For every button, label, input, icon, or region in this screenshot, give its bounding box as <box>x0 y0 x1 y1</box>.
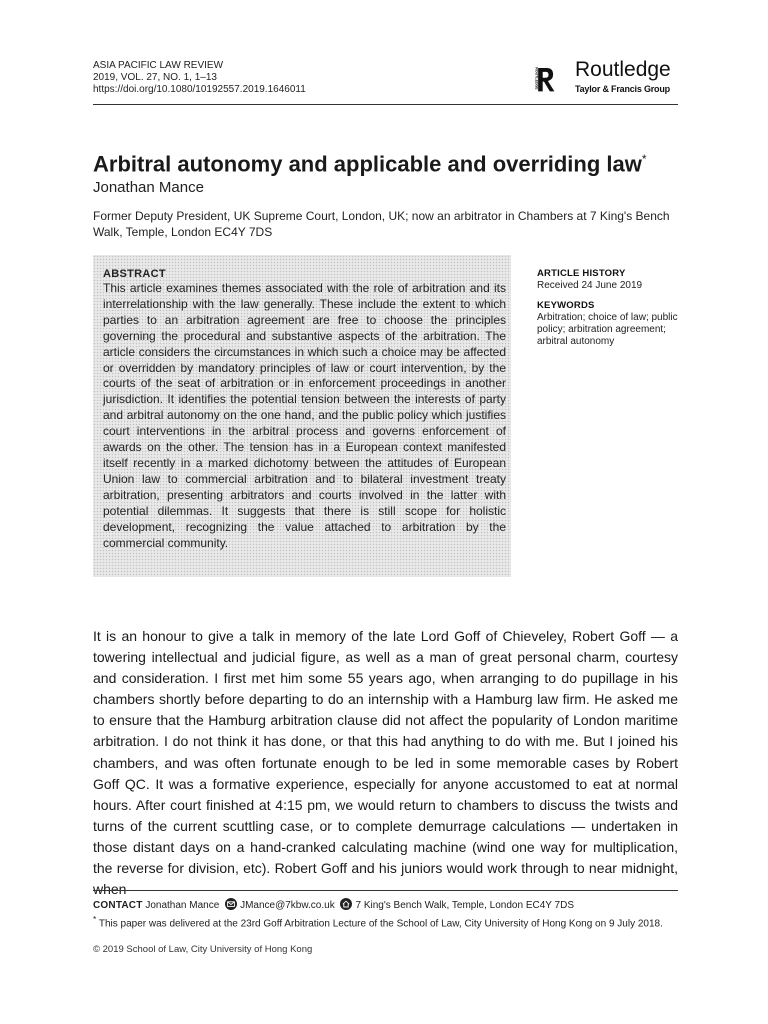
contact-address: 7 King's Bench Walk, Temple, London EC4Y 7DS <box>355 900 574 911</box>
contact-email[interactable]: JMance@7kbw.co.uk <box>240 900 335 911</box>
publisher-logo <box>531 58 681 100</box>
title-footnote-mark: * <box>641 152 647 166</box>
article-history-heading: ARTICLE HISTORY <box>537 268 626 279</box>
article-title: Arbitral autonomy and applicable and overriding law* <box>93 151 647 177</box>
author-affiliation: Former Deputy President, UK Supreme Court, London, UK; now an arbitrator in Chambers at 7 King's Bench Walk, Temple, London EC4Y 7DS <box>93 209 670 239</box>
received-date: Received 24 June 2019 <box>537 280 643 291</box>
contact-line <box>93 898 574 913</box>
abstract-heading: ABSTRACT <box>103 268 166 280</box>
article-sidebar <box>537 268 682 348</box>
doi-link[interactable]: https://doi.org/10.1080/10192557.2019.1646011 <box>93 84 306 95</box>
publisher-sub: Taylor & Francis Group <box>575 84 670 94</box>
keywords-list: Arbitration; choice of law; public policy; arbitration agreement; arbitral autonomy <box>537 312 678 347</box>
footnote-text: This paper was delivered at the 23rd Goff Arbitration Lecture of the School of Law, City University of Hong Kong on 9 July 2018. <box>98 918 663 930</box>
footnote-mark: * <box>93 914 97 924</box>
header-rule <box>93 104 678 105</box>
author-name: Jonathan Mance <box>93 179 204 196</box>
routledge-logo-icon <box>531 60 557 98</box>
contact-name: Jonathan Mance <box>145 900 220 911</box>
volume-line: 2019, VOL. 27, NO. 1, 1–13 <box>93 72 217 83</box>
contact-label: CONTACT <box>93 900 143 911</box>
email-icon <box>225 898 237 910</box>
publisher-name: Routledge <box>575 58 671 81</box>
footnote <box>93 913 678 930</box>
publisher-logo-vertical: ROUTLEDGE <box>534 67 539 90</box>
body-paragraph: It is an honour to give a talk in memory of the late Lord Goff of Chieveley, Robert Goff — a towering intellectual and judicial figure, as well as a man of great personal charm, courtesy and consideration. I first met him some 55 years ago, when arranging to do pupillage in his chambers shortly before departing to do an internship with a Hamburg law firm. He asked me to ensure that the Hamburg arbitration clause did not affect the popularity of London maritime arbitration. I do not think it has done, or that this had anything to do with me. But I joined his chambers, and was often fortunate enough to be led in some memorable cases by Robert Goff QC. It was a formative experience, especially for anyone accustomed to eat at normal hours. After court finished at 4:15 pm, we would return to chambers to discuss the twists and turns of the current scuttling case, or to complete demurrage calculations — undertaken in those distant days on a hand-cranked calculating machine (wind one way for multiplication, the reverse for division, etc). Robert Goff and his juniors would work through to near midnight, when <box>93 628 678 898</box>
journal-name: ASIA PACIFIC LAW REVIEW <box>93 60 224 71</box>
abstract-text: This article examines themes associated with the role of arbitration and its interrelationship with the law generally. These include the extent to which parties to an arbitration agreement are free to choose the principles governing the procedural and substantive aspects of the arbitration. The article considers the circumstances in which such a choice may be affected or overridden by mandatory principles of law or court intervention, by the courts of the seat of arbitration or in enforcement proceedings in another jurisdiction. It identifies the potential tension between the interests of party and arbitral autonomy on the one hand, and the public policy which justifies court interventions in the arbitral process and governs enforcement of awards on the other. The tension has in a European context manifested itself recently in a marked dichotomy between the attitudes of European Union law to commercial arbitration and to bilateral investment treaty arbitration, presenting arbitrators and courts involved in the latter with potential dilemmas. It suggests that there is still scope for holistic development, recognizing the value attached to arbitration by the commercial community. <box>103 281 506 550</box>
keywords-heading: KEYWORDS <box>537 300 595 311</box>
address-icon <box>340 898 352 910</box>
footer-rule <box>93 890 678 891</box>
journal-header <box>93 60 306 96</box>
copyright-line: © 2019 School of Law, City University of Hong Kong <box>93 944 313 955</box>
